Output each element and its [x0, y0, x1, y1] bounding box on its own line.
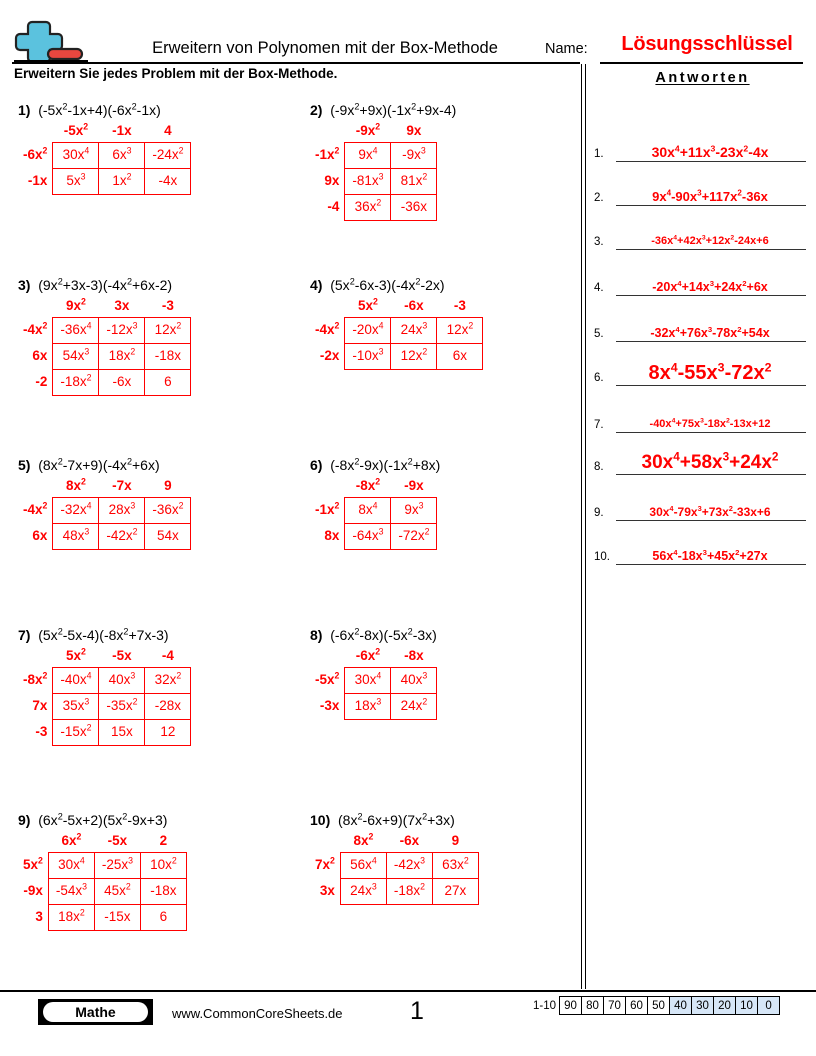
problem-number: 6) — [310, 457, 323, 473]
problem-expression: $(5x^2-6x-3)(-4x^2-2x)$ — [330, 276, 445, 293]
box-grid-cell: $30x^4$ — [53, 142, 99, 168]
box-grid-header-row — [310, 477, 437, 497]
answer-blank-line — [616, 385, 806, 387]
answer-row-9 — [594, 477, 806, 521]
box-grid-side-term: -3 — [35, 723, 48, 739]
problem-expression: $(6x^2-5x+2)(5x^2-9x+3)$ — [38, 811, 168, 828]
problem-number: 4) — [310, 277, 323, 293]
box-grid-cell: -36x — [391, 194, 437, 220]
box-grid-cell: $10x^2$ — [140, 852, 186, 878]
box-grid-side-term: $-1x^2$ — [315, 500, 340, 517]
box-grid-row — [18, 497, 191, 523]
box-grid-row — [18, 343, 191, 369]
box-grid-top-term: 9 — [451, 833, 460, 848]
answers-heading: Antworten — [655, 70, 750, 86]
box-grid-cell: $-36x^4$ — [53, 317, 99, 343]
problem-expression: $(5x^2-5x-4)(-8x^2+7x-3)$ — [38, 626, 169, 643]
answer-number: 3. — [594, 236, 604, 248]
box-method-grid — [18, 297, 191, 396]
box-grid-cell: $24x^2$ — [391, 693, 437, 719]
problem-statement — [18, 813, 187, 827]
box-method-grid — [310, 477, 437, 550]
box-grid-row — [310, 693, 437, 719]
score-box-0[interactable]: 0 — [757, 996, 780, 1015]
box-grid-top-term: $8x^2$ — [65, 476, 86, 493]
box-grid-top-term: $-8x^2$ — [355, 476, 381, 493]
box-grid-corner — [18, 477, 53, 497]
box-grid-top-term: $5x^2$ — [357, 296, 378, 313]
problem-4 — [310, 278, 483, 370]
score-box-50[interactable]: 50 — [647, 996, 670, 1015]
box-grid-top-term: -9x — [404, 478, 424, 493]
box-grid-row — [18, 852, 186, 878]
box-grid-cell: $32x^2$ — [145, 667, 191, 693]
box-grid-side-term: $-6x^2$ — [23, 145, 48, 162]
box-grid-header-row — [18, 832, 186, 852]
problem-expression: $(-6x^2-8x)(-5x^2-3x)$ — [330, 626, 437, 643]
box-grid-cell: $12x^2$ — [391, 343, 437, 369]
answer-value: $30x^4-79x^3+73x^2-33x+6$ — [649, 504, 771, 519]
box-method-grid — [18, 832, 187, 931]
box-grid-side-term: $-4x^2$ — [315, 320, 340, 337]
box-grid-row — [310, 667, 437, 693]
problem-statement — [18, 278, 191, 292]
problem-expression: $(-5x^2-1x+4)(-6x^2-1x)$ — [38, 101, 161, 118]
box-grid-row — [310, 523, 437, 549]
box-grid-cell: 6x — [437, 343, 483, 369]
box-grid-top-term: $5x^2$ — [65, 646, 86, 663]
box-grid-cell: $-72x^2$ — [391, 523, 437, 549]
box-grid-cell: -6x — [99, 369, 145, 395]
box-grid-cell: $6x^3$ — [99, 142, 145, 168]
box-grid-cell: 15x — [99, 719, 145, 745]
footer-divider — [0, 990, 816, 992]
score-box-10[interactable]: 10 — [735, 996, 758, 1015]
page-title: Erweitern von Polynomen mit der Box-Methode — [152, 39, 498, 57]
answer-value: $8x^4-55x^3-72x^2$ — [648, 360, 772, 384]
box-grid-cell: $40x^3$ — [391, 667, 437, 693]
box-grid-header-row — [18, 477, 191, 497]
box-grid-top-term: 3x — [114, 298, 130, 313]
box-grid-corner — [310, 832, 340, 852]
box-grid-cell: $-10x^3$ — [345, 343, 391, 369]
page-number: 1 — [410, 997, 424, 1025]
box-grid-cell: $5x^3$ — [53, 168, 99, 194]
answer-number: 8. — [594, 461, 604, 473]
problem-expression: $(-8x^2-9x)(-1x^2+8x)$ — [330, 456, 441, 473]
box-grid-cell: $1x^2$ — [99, 168, 145, 194]
box-grid-side-term: $5x^2$ — [23, 855, 43, 872]
problem-number: 3) — [18, 277, 31, 293]
box-grid-side-term: -2 — [35, 373, 48, 389]
box-grid-corner — [310, 297, 345, 317]
box-grid-top-term: 2 — [159, 833, 168, 848]
box-grid-cell: $63x^2$ — [432, 852, 478, 878]
box-grid-top-term: -8x — [404, 648, 424, 663]
box-grid-corner — [18, 297, 53, 317]
problem-number: 1) — [18, 102, 31, 118]
box-grid-cell: 27x — [432, 878, 478, 904]
box-grid-cell: $30x^4$ — [345, 667, 391, 693]
problem-number: 10) — [310, 812, 331, 828]
box-grid-top-term: 4 — [164, 123, 172, 138]
answer-number: 4. — [594, 282, 604, 294]
answer-number: 7. — [594, 419, 604, 431]
box-grid-cell: $18x^2$ — [99, 343, 145, 369]
box-method-grid — [310, 647, 437, 720]
box-grid-corner — [18, 122, 53, 142]
box-grid-cell: 6 — [140, 904, 186, 930]
box-grid-cell: $8x^4$ — [345, 497, 391, 523]
box-grid-row — [18, 719, 191, 745]
box-grid-row — [310, 497, 437, 523]
answer-value: $-32x^4+76x^3-78x^2+54x$ — [650, 324, 770, 340]
score-box-80[interactable]: 80 — [581, 996, 604, 1015]
column-divider-line-1 — [581, 64, 582, 989]
box-grid-top-term: -6x — [399, 833, 420, 848]
problem-expression: $(8x^2-7x+9)(-4x^2+6x)$ — [38, 456, 160, 473]
answer-value: $-40x^4+75x^3-18x^2-13x+12$ — [649, 417, 771, 430]
box-method-grid — [310, 297, 483, 370]
box-grid-cell: $-42x^3$ — [386, 852, 432, 878]
box-grid-corner — [310, 122, 345, 142]
box-grid-cell: $-9x^3$ — [391, 142, 437, 168]
answer-value: $9x^4-90x^3+117x^2-36x$ — [652, 188, 768, 204]
box-grid-side-term: -1x — [27, 172, 48, 188]
box-grid-side-term: -2x — [319, 347, 340, 363]
box-grid-top-term: $6x^2$ — [61, 831, 82, 848]
score-box-20[interactable]: 20 — [713, 996, 736, 1015]
box-grid-cell: $12x^2$ — [437, 317, 483, 343]
box-grid-header-row — [18, 122, 191, 142]
box-grid-row — [18, 693, 191, 719]
box-grid-cell: $12x^2$ — [145, 317, 191, 343]
column-divider-line-2 — [585, 64, 586, 989]
box-grid-row — [18, 667, 191, 693]
box-grid-cell: -15x — [94, 904, 140, 930]
box-grid-side-term: $-4x^2$ — [23, 500, 48, 517]
box-grid-side-term: 9x — [324, 172, 340, 188]
box-grid-cell: $-18x^2$ — [53, 369, 99, 395]
box-grid-cell: $35x^3$ — [53, 693, 99, 719]
box-grid-cell: -28x — [145, 693, 191, 719]
box-grid-header-row — [18, 647, 191, 667]
problem-number: 7) — [18, 627, 31, 643]
box-grid-side-term: $7x^2$ — [315, 855, 335, 872]
score-scale — [531, 996, 780, 1015]
answer-blank-line — [616, 249, 806, 251]
answer-value: $-20x^4+14x^3+24x^2+6x$ — [652, 278, 768, 294]
problem-9 — [18, 813, 187, 931]
box-grid-row — [18, 142, 191, 168]
box-grid-cell: $-12x^3$ — [99, 317, 145, 343]
score-box-40[interactable]: 40 — [669, 996, 692, 1015]
answer-number: 5. — [594, 328, 604, 340]
problem-7 — [18, 628, 191, 746]
box-grid-side-term: -9x — [23, 882, 43, 898]
box-grid-side-term: 6x — [32, 527, 48, 543]
box-grid-row — [18, 523, 191, 549]
box-grid-cell: $56x^4$ — [340, 852, 386, 878]
box-grid-top-term: $8x^2$ — [353, 831, 374, 848]
box-grid-side-term: 6x — [32, 347, 48, 363]
box-grid-top-term: -6x — [404, 298, 424, 313]
box-grid-corner — [18, 832, 48, 852]
box-grid-row — [310, 194, 437, 220]
box-grid-cell: -18x — [140, 878, 186, 904]
answer-value: $30x^4+58x^3+24x^2$ — [641, 450, 779, 473]
problem-expression: $(8x^2-6x+9)(7x^2+3x)$ — [338, 811, 455, 828]
box-grid-cell: $9x^4$ — [345, 142, 391, 168]
box-grid-cell: $9x^3$ — [391, 497, 437, 523]
box-grid-cell: $24x^3$ — [340, 878, 386, 904]
problem-statement — [18, 458, 191, 472]
problem-3 — [18, 278, 191, 396]
box-method-grid — [310, 832, 479, 905]
score-box-70[interactable]: 70 — [603, 996, 626, 1015]
problem-number: 9) — [18, 812, 31, 828]
box-method-grid — [18, 647, 191, 746]
problem-8 — [310, 628, 437, 720]
box-grid-cell: $-32x^4$ — [53, 497, 99, 523]
box-grid-cell: 6 — [145, 369, 191, 395]
box-grid-cell: $40x^3$ — [99, 667, 145, 693]
box-grid-cell: $-36x^2$ — [145, 497, 191, 523]
box-grid-cell: $18x^3$ — [345, 693, 391, 719]
box-grid-row — [310, 878, 478, 904]
problem-expression: $(-9x^2+9x)(-1x^2+9x-4)$ — [330, 101, 457, 118]
box-grid-side-term: $-8x^2$ — [23, 670, 48, 687]
problem-expression: $(9x^2+3x-3)(-4x^2+6x-2)$ — [38, 276, 173, 293]
answer-row-5 — [594, 298, 806, 342]
box-grid-header-row — [310, 122, 437, 142]
box-grid-row — [18, 904, 186, 930]
score-box-60[interactable]: 60 — [625, 996, 648, 1015]
box-grid-header-row — [310, 832, 478, 852]
box-grid-cell: $45x^2$ — [94, 878, 140, 904]
problem-statement — [310, 813, 479, 827]
answer-row-1 — [594, 118, 806, 162]
box-grid-cell: $24x^3$ — [391, 317, 437, 343]
answer-row-8 — [594, 431, 806, 475]
box-grid-cell: $-18x^2$ — [386, 878, 432, 904]
box-grid-cell: $-15x^2$ — [53, 719, 99, 745]
score-box-90[interactable]: 90 — [559, 996, 582, 1015]
box-grid-side-term: 8x — [324, 527, 340, 543]
box-grid-top-term: -3 — [161, 298, 174, 313]
problem-5 — [18, 458, 191, 550]
header-divider-left — [12, 62, 580, 64]
box-grid-top-term: $-9x^2$ — [355, 121, 381, 138]
box-grid-corner — [310, 647, 345, 667]
box-grid-row — [18, 878, 186, 904]
box-grid-cell: $-25x^3$ — [94, 852, 140, 878]
box-grid-cell: $-20x^4$ — [345, 317, 391, 343]
box-grid-top-term: -4 — [161, 648, 174, 663]
box-grid-cell: $-42x^2$ — [99, 523, 145, 549]
answer-number: 6. — [594, 372, 604, 384]
box-grid-cell: 54x — [145, 523, 191, 549]
subject-label: Mathe — [43, 1002, 148, 1022]
box-grid-side-term: $-4x^2$ — [23, 320, 48, 337]
box-grid-cell: $36x^2$ — [345, 194, 391, 220]
answer-number: 1. — [594, 148, 604, 160]
answer-row-7 — [594, 389, 806, 433]
box-grid-cell: $30x^4$ — [48, 852, 94, 878]
box-grid-row — [310, 343, 483, 369]
box-grid-top-term: -5x — [107, 833, 128, 848]
box-grid-side-term: -3x — [319, 697, 340, 713]
box-grid-cell: $-54x^3$ — [48, 878, 94, 904]
problem-statement — [18, 103, 191, 117]
score-scale-label: 1-10 — [533, 999, 557, 1012]
box-grid-cell: $28x^3$ — [99, 497, 145, 523]
box-grid-cell: $48x^3$ — [53, 523, 99, 549]
answer-value: $-36x^4+42x^3+12x^2-24x+6$ — [651, 234, 769, 247]
answer-value: $30x^4+11x^3-23x^2-4x$ — [651, 143, 769, 160]
box-grid-corner — [18, 647, 53, 667]
problem-2 — [310, 103, 456, 221]
box-grid-top-term: $-5x^2$ — [63, 121, 89, 138]
answer-row-3 — [594, 206, 806, 250]
box-grid-row — [310, 852, 478, 878]
box-grid-top-term: 9x — [406, 123, 422, 138]
problem-statement — [310, 103, 456, 117]
answer-row-4 — [594, 252, 806, 296]
box-grid-row — [18, 168, 191, 194]
box-grid-cell: $18x^2$ — [48, 904, 94, 930]
box-method-grid — [310, 122, 437, 221]
problem-number: 2) — [310, 102, 323, 118]
plus-minus-logo-icon — [14, 18, 88, 62]
box-grid-top-term: 9 — [164, 478, 172, 493]
page-header — [0, 0, 816, 62]
name-label: Name: — [545, 41, 588, 57]
box-grid-cell: $-40x^4$ — [53, 667, 99, 693]
answer-key-badge: Lösungsschlüssel — [621, 33, 793, 55]
answer-blank-line — [616, 564, 806, 566]
problem-number: 8) — [310, 627, 323, 643]
box-grid-side-term: $-5x^2$ — [315, 670, 340, 687]
answer-row-10 — [594, 521, 806, 565]
box-grid-cell: -4x — [145, 168, 191, 194]
box-grid-side-term: 3x — [319, 882, 335, 898]
website-url: www.CommonCoreSheets.de — [172, 1006, 343, 1021]
box-grid-row — [310, 142, 437, 168]
box-grid-cell: $81x^2$ — [391, 168, 437, 194]
answer-value: $56x^4-18x^3+45x^2+27x$ — [652, 547, 768, 563]
box-grid-top-term: -3 — [453, 298, 466, 313]
box-grid-cell: -18x — [145, 343, 191, 369]
box-grid-row — [310, 168, 437, 194]
box-grid-side-term: 7x — [32, 697, 48, 713]
box-grid-side-term: $-1x^2$ — [315, 145, 340, 162]
problem-6 — [310, 458, 440, 550]
box-grid-header-row — [18, 297, 191, 317]
problem-statement — [310, 278, 483, 292]
box-grid-cell: $-64x^3$ — [345, 523, 391, 549]
box-grid-cell: $-35x^2$ — [99, 693, 145, 719]
problem-number: 5) — [18, 457, 31, 473]
box-grid-row — [310, 317, 483, 343]
box-grid-top-term: -1x — [112, 123, 132, 138]
box-grid-header-row — [310, 297, 483, 317]
answer-row-6 — [594, 342, 806, 386]
score-box-30[interactable]: 30 — [691, 996, 714, 1015]
box-grid-corner — [310, 477, 345, 497]
problem-statement — [310, 628, 437, 642]
box-grid-top-term: $9x^2$ — [65, 296, 86, 313]
box-grid-header-row — [310, 647, 437, 667]
problem-1 — [18, 103, 191, 195]
box-grid-top-term: -5x — [112, 648, 132, 663]
answer-number: 10. — [594, 551, 610, 563]
instructions-text: Erweitern Sie jedes Problem mit der Box-Methode. — [14, 66, 338, 81]
box-grid-cell: $-24x^2$ — [145, 142, 191, 168]
box-grid-side-term: 3 — [35, 908, 43, 924]
header-divider-right — [600, 62, 803, 64]
box-grid-cell: $54x^3$ — [53, 343, 99, 369]
box-grid-top-term: $-6x^2$ — [355, 646, 381, 663]
box-grid-cell: 12 — [145, 719, 191, 745]
box-grid-cell: $-81x^3$ — [345, 168, 391, 194]
answer-blank-line — [616, 295, 806, 297]
box-grid-row — [18, 317, 191, 343]
box-method-grid — [18, 477, 191, 550]
problem-statement — [18, 628, 191, 642]
subject-badge — [38, 999, 153, 1025]
answer-row-2 — [594, 162, 806, 206]
answer-blank-line — [616, 474, 806, 476]
box-grid-top-term: -7x — [112, 478, 132, 493]
answer-number: 9. — [594, 507, 604, 519]
problem-10 — [310, 813, 479, 905]
answer-number: 2. — [594, 192, 604, 204]
box-method-grid — [18, 122, 191, 195]
box-grid-side-term: -4 — [327, 198, 340, 214]
box-grid-row — [18, 369, 191, 395]
problem-statement — [310, 458, 440, 472]
